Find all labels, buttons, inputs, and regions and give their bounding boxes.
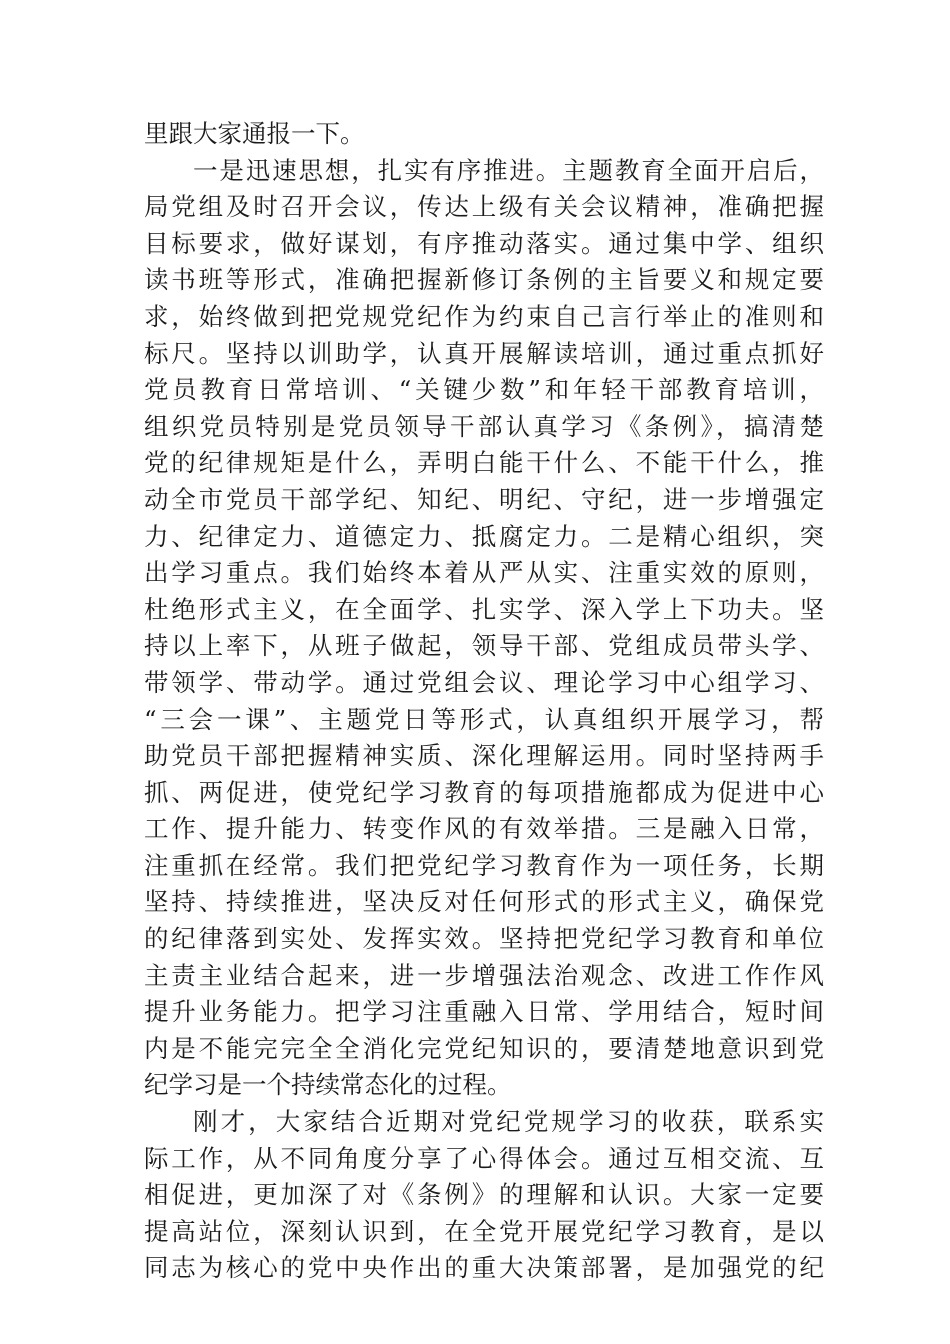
- text-line: 组织党员特别是党员领导干部认真学习《条例》，搞清楚: [144, 411, 824, 441]
- text-line: 力、纪律定力、道德定力、抵腐定力。二是精心组织，突: [144, 521, 824, 551]
- text-line: 坚持、持续推进，坚决反对任何形式的形式主义，确保党: [144, 887, 824, 917]
- text-line: 动全市党员干部学纪、知纪、明纪、守纪，进一步增强定: [144, 484, 824, 514]
- text-line: “三会一课”、主题党日等形式，认真组织开展学习，帮: [144, 704, 824, 734]
- text-line: 提升业务能力。把学习注重融入日常、学用结合，短时间: [144, 997, 824, 1027]
- text-line: 杜绝形式主义，在全面学、扎实学、深入学上下功夫。坚: [144, 594, 824, 624]
- text-line: 读书班等形式，准确把握新修订条例的主旨要义和规定要: [144, 265, 824, 295]
- text-line: 内是不能完完全全消化完党纪知识的，要清楚地意识到党: [144, 1033, 824, 1063]
- text-line: 目标要求，做好谋划，有序推动落实。通过集中学、组织: [144, 228, 824, 258]
- text-line: 党的纪律规矩是什么，弄明白能干什么、不能干什么，推: [144, 448, 824, 478]
- text-line: 纪学习是一个持续常态化的过程。: [144, 1070, 512, 1100]
- text-line: 一是迅速思想，扎实有序推进。主题教育全面开启后，: [193, 155, 824, 185]
- text-line: 持以上率下，从班子做起，领导干部、党组成员带头学、: [144, 631, 824, 661]
- text-line: 同志为核心的党中央作出的重大决策部署，是加强党的纪: [144, 1253, 824, 1283]
- text-line: 党员教育日常培训、“关键少数”和年轻干部教育培训，: [144, 375, 824, 405]
- text-line: 抓、两促进，使党纪学习教育的每项措施都成为促进中心: [144, 777, 824, 807]
- text-line: 提高站位，深刻认识到，在全党开展党纪学习教育，是以: [144, 1216, 824, 1246]
- document-body-text: [144, 116, 824, 1287]
- text-line: 主责主业结合起来，进一步增强法治观念、改进工作作风: [144, 960, 824, 990]
- text-line: 带领学、带动学。通过党组会议、理论学习中心组学习、: [144, 667, 824, 697]
- text-line: 出学习重点。我们始终本着从严从实、注重实效的原则，: [144, 558, 824, 588]
- text-line: 工作、提升能力、转变作风的有效举措。三是融入日常，: [144, 814, 824, 844]
- text-line: 的纪律落到实处、发挥实效。坚持把党纪学习教育和单位: [144, 924, 824, 954]
- text-line: 里跟大家通报一下。: [144, 119, 365, 148]
- text-line: 局党组及时召开会议，传达上级有关会议精神，准确把握: [144, 192, 824, 222]
- text-line: 际工作，从不同角度分享了心得体会。通过互相交流、互: [144, 1143, 824, 1173]
- text-line: 助党员干部把握精神实质、深化理解运用。同时坚持两手: [144, 741, 824, 771]
- text-line: 求，始终做到把党规党纪作为约束自己言行举止的准则和: [144, 301, 824, 331]
- text-line: 相促进，更加深了对《条例》的理解和认识。大家一定要: [144, 1180, 824, 1210]
- text-line: 注重抓在经常。我们把党纪学习教育作为一项任务，长期: [144, 850, 824, 880]
- text-line: 标尺。坚持以训助学，认真开展解读培训，通过重点抓好: [144, 338, 824, 368]
- text-line: 刚才，大家结合近期对党纪党规学习的收获，联系实: [193, 1107, 824, 1137]
